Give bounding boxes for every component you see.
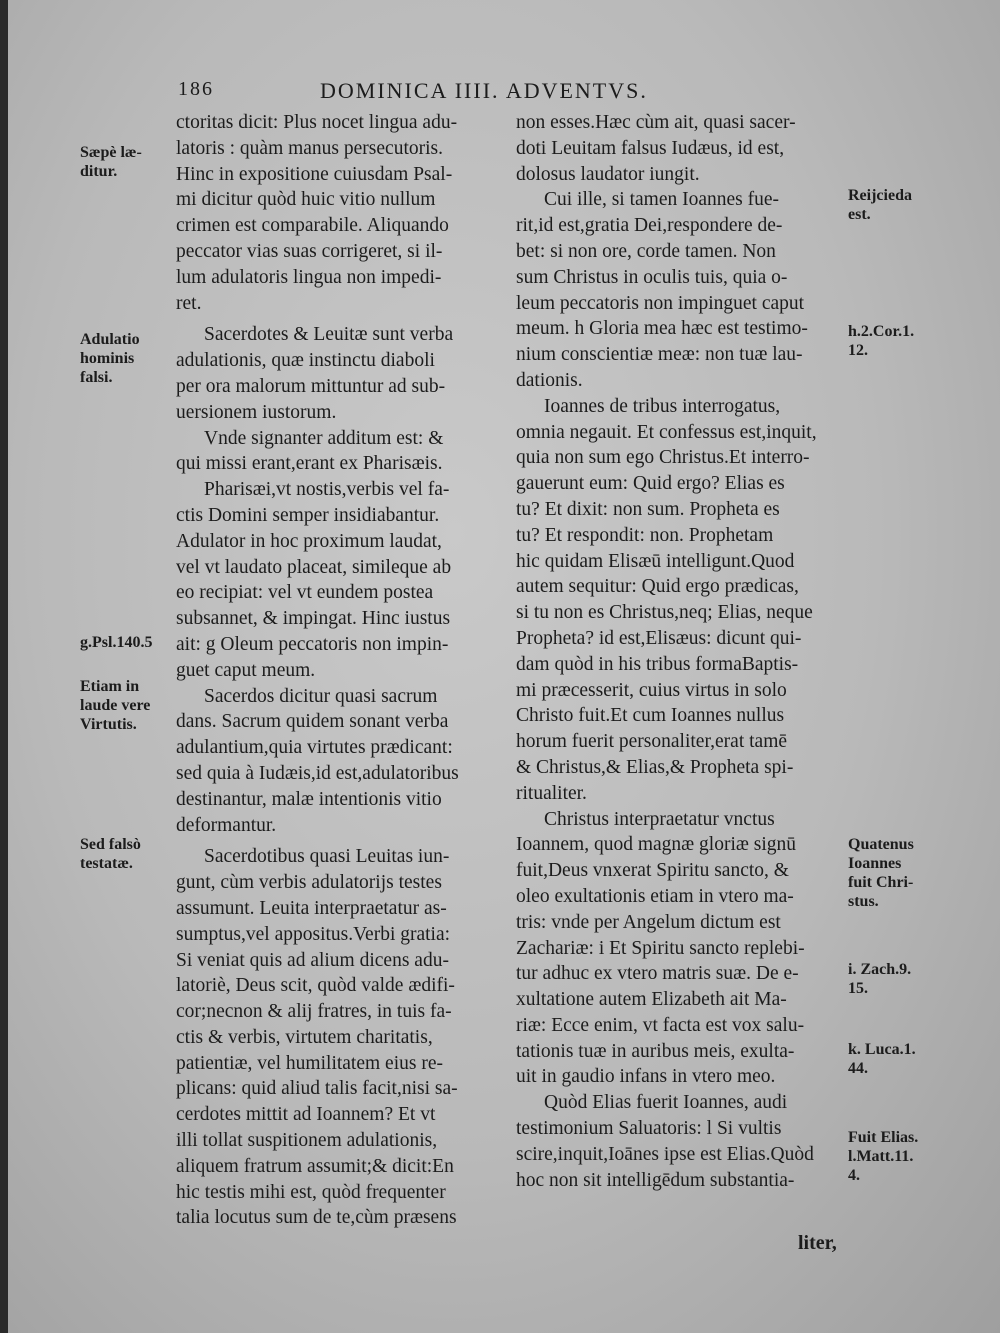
margin-note-right-3: Quatenus Ioannes fuit Chri- stus. [848,836,914,910]
text-line: crimen est comparabile. Aliquando [176,215,449,237]
text-line: latoris : quàm manus persecutoris. [176,137,443,159]
margin-note-right-5: k. Luca.1. 44. [848,1041,916,1077]
text-line: Christus interpraetatur vnctus [544,808,775,830]
text-line: uit in gaudio infans in vtero meo. [516,1066,776,1088]
text-line: sumptus,vel appositus.Verbi gratia: [176,923,451,945]
text-line: dationis. [516,369,583,391]
catchword: liter, [798,1232,837,1254]
text-line: Cui ille, si tamen Ioannes fue- [544,189,780,211]
margin-note-left-2: Adulatio hominis falsi. [80,331,140,386]
text-line: patientiæ, vel humilitatem eius re- [176,1052,443,1074]
text-line: qui missi erant,erant ex Pharisæis. [176,453,443,475]
text-line: meum. h Gloria mea hæc est testimo- [516,318,808,340]
text-line: guet caput meum. [176,659,316,681]
text-line: scire,inquit,Ioānes ipse est Elias.Quòd [516,1143,814,1165]
text-line: hic quidam Elisæū intelligunt.Quod [516,550,795,572]
text-line: Quòd Elias fuerit Ioannes, audi [544,1092,788,1114]
text-line: latoriè, Deus scit, quòd valde ædifi- [176,975,455,997]
margin-note-left-5: Sed falsò testatæ. [80,836,141,872]
text-line: dans. Sacrum quidem sonant verba [176,711,449,733]
text-line: mi præcesserit, cuius virtus in solo [516,679,787,701]
text-line: plicans: quid aliud talis facit,nisi sa- [176,1078,458,1100]
text-line: eo recipiat: vel vt eundem postea [176,582,434,604]
text-line: ret. [176,292,202,314]
text-line: non esses.Hæc cùm ait, quasi sacer- [516,112,796,133]
text-line: tu? Et respondit: non. Prophetam [516,524,774,546]
book-page [8,0,1000,1333]
text-line: Sacerdotes & Leuitæ sunt verba [204,324,454,346]
text-line: dam quòd in his tribus formaBaptis- [516,653,799,675]
text-line: horum fuerit personaliter,erat tamē [516,731,788,753]
text-line: lum adulatoris lingua non impedi- [176,266,442,288]
text-line: ctis & verbis, virtutem charitatis, [176,1026,433,1048]
text-line: adulantium,quia virtutes prædicant: [176,737,453,759]
text-line: tationis tuæ in auribus meis, exulta- [516,1040,795,1062]
left-text-column [176,110,506,1231]
text-line: assumunt. Leuita interpraetatur as- [176,897,447,919]
text-line: cor;necnon & alij fratres, in tuis fa- [176,1001,452,1023]
text-line: talia locutus sum de te,cùm præsens [176,1207,457,1229]
text-line: Christo fuit.Et cum Ioannes nullus [516,705,785,727]
text-line: Si veniat quis ad alium dicens adu- [176,949,449,971]
margin-note-left-1: Sæpè læ- ditur. [80,144,142,180]
text-line: ctis Domini semper insidiabantur. [176,504,440,526]
margin-note-right-4: i. Zach.9. 15. [848,961,912,997]
text-line: bet: si non ore, corde tamen. Non [516,240,776,262]
text-line: rit,id est,gratia Dei,respondere de- [516,215,783,237]
text-line: autem sequitur: Quid ergo prædicas, [516,576,799,598]
right-text-column [516,110,854,1193]
margin-note-right-1: Reijcieda est. [848,187,912,223]
text-line: Zachariæ: i Et Spiritu sancto replebi- [516,937,805,959]
text-line: nium conscientiæ meæ: non tuæ lau- [516,344,803,366]
text-line: ritualiter. [516,782,587,804]
margin-note-left-3: g.Psl.140.5 [80,634,153,651]
text-line: Hinc in expositione cuiusdam Psal- [176,163,453,185]
text-line: quia non sum ego Christus.Et interro- [516,447,810,469]
text-line: illi tollat suspitionem adulationis, [176,1130,438,1152]
text-line: doti Leuitam falsus Iudæus, id est, [516,137,785,159]
text-line: hoc non sit intelligēdum substantia- [516,1169,795,1191]
page-header [178,78,698,110]
text-line: Pharisæi,vt nostis,verbis vel fa- [204,479,450,501]
text-line: hic testis mihi est, quòd frequenter [176,1181,446,1203]
text-line: aliquem fratrum assumit;& dicit:En [176,1155,454,1177]
page-number: 186 [178,78,214,100]
text-line: & Christus,& Elias,& Propheta spi- [516,756,794,778]
text-line: gauerunt eum: Quid ergo? Elias es [516,473,785,495]
text-line: xultatione autem Elizabeth ait Ma- [516,989,787,1011]
text-line: Sacerdos dicitur quasi sacrum [204,685,438,707]
text-line: fuit,Deus vnxerat Spiritu sancto, & [516,860,789,882]
text-line: per ora malorum mittuntur ad sub- [176,375,446,397]
text-line: omnia negauit. Et confessus est,inquit, [516,421,817,443]
text-line: Ioannem, quod magnæ gloriæ signū [516,834,797,856]
margin-note-right-2: h.2.Cor.1. 12. [848,323,915,359]
text-line: peccator vias suas corrigeret, si il- [176,240,443,262]
text-line: Sacerdotibus quasi Leuitas iun- [204,846,450,868]
text-line: dolosus laudator iungit. [516,163,700,185]
text-line: leum peccatoris non impinguet caput [516,292,805,314]
text-line: deformantur. [176,814,277,836]
text-line: Vnde signanter additum est: & [204,427,444,449]
text-line: adulationis, quæ instinctu diaboli [176,350,435,372]
text-line: uersionem iustorum. [176,401,337,423]
running-title: DOMINICA IIII. ADVENTVS. [320,78,648,103]
text-line: tur adhuc ex vtero matris suæ. De e- [516,963,799,985]
text-line: sum Christus in oculis tuis, quia o- [516,266,788,288]
text-line: gunt, cùm verbis adulatorijs testes [176,872,442,894]
text-line: mi dicitur quòd huic vitio nullum [176,189,436,211]
text-line: Ioannes de tribus interrogatus, [544,395,781,417]
text-line: destinantur, malæ intentionis vitio [176,788,442,810]
text-line: sed quia à Iudæis,id est,adulatoribus [176,762,459,784]
text-line: Propheta? id est,Elisæus: dicunt qui- [516,627,802,649]
text-line: ait: g Oleum peccatoris non impin- [176,633,449,655]
text-line: testimonium Saluatoris: l Si vultis [516,1118,782,1140]
text-line: ctoritas dicit: Plus nocet lingua adu- [176,112,458,133]
text-line: oleo exultationis etiam in vtero ma- [516,885,794,907]
text-line: si tu non es Christus,neq; Elias, neque [516,602,813,624]
text-line: tu? Et dixit: non sum. Propheta es [516,498,780,520]
text-line: subsannet, & impingat. Hinc iustus [176,608,451,630]
margin-note-right-6: Fuit Elias. l.Matt.11. 4. [848,1129,919,1184]
text-line: vel vt laudato placeat, simileque ab [176,556,452,578]
text-line: tris: vnde per Angelum dictum est [516,911,781,933]
margin-note-left-4: Etiam in laude vere Virtutis. [80,678,151,733]
text-line: cerdotes mittit ad Ioannem? Et vt [176,1104,436,1126]
text-line: Adulator in hoc proximum laudat, [176,530,442,552]
text-line: riæ: Ecce enim, vt facta est vox salu- [516,1014,805,1036]
